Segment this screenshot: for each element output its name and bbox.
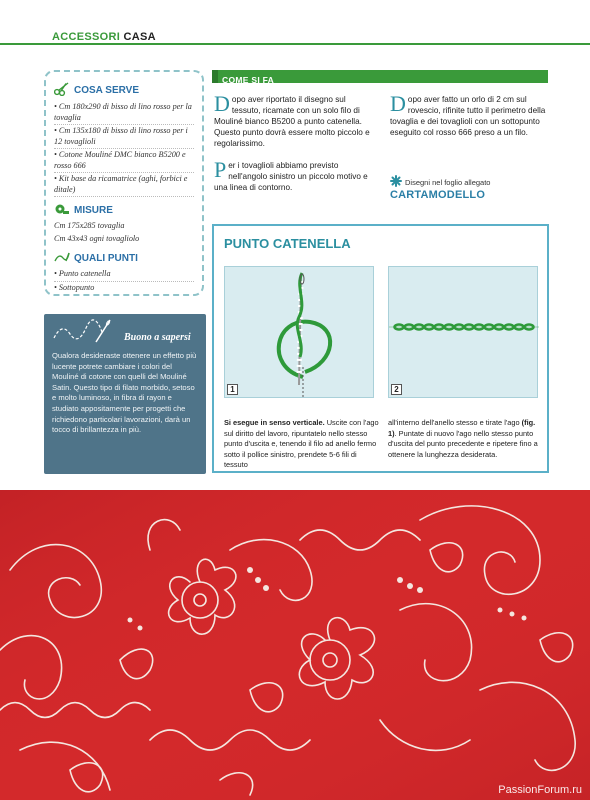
list-item: • Cm 180x290 di bisso di lino rosso per la tovaglia xyxy=(54,101,194,125)
embroidered-tablecloth-photo xyxy=(0,490,590,800)
quali-punti-list xyxy=(54,268,194,294)
figure-2 xyxy=(388,266,538,398)
misure-title: MISURE xyxy=(74,205,113,216)
dropcap: D xyxy=(214,91,230,116)
list-item: • Cotone Mouliné DMC bianco B5200 e rosso 666 xyxy=(54,149,194,173)
figure-number: 2 xyxy=(391,384,402,395)
cosa-serve-header xyxy=(54,82,194,99)
materials-box xyxy=(44,70,204,296)
embroidery-pattern xyxy=(0,490,590,800)
header-divider xyxy=(0,43,590,45)
asterisk-flower-icon xyxy=(390,175,402,189)
watermark: PassionForum.ru xyxy=(498,784,582,796)
chain-stitch-line-illustration xyxy=(389,267,539,399)
misure-header xyxy=(54,203,194,218)
list-item: • Sottopunto xyxy=(54,282,95,292)
figure-1 xyxy=(224,266,374,398)
figure-2-caption: all'interno dell'anello stesso e tirate l'ago (fig. 1). Puntate di nuovo l'ago nello stesso punto d'uscita del punto precedente e ripetere fino a ottenere la lunghezza desiderata. xyxy=(388,418,538,459)
needle-thread-icon xyxy=(52,318,112,349)
figure-number: 1 xyxy=(227,384,238,395)
quali-punti-header xyxy=(54,251,194,266)
needle-thread-icon xyxy=(54,251,70,266)
instruction-paragraph: D opo aver fatto un orlo di 2 cm sul rovescio, rifinite tutto il perimetro della tovaglia e dei tovaglioli con un sottopunto eseguito col rosso 666 preso a un filo. xyxy=(390,91,546,137)
tape-measure-icon xyxy=(54,203,70,218)
chain-stitch-loop-illustration xyxy=(225,267,375,399)
list-item: Cm 175x285 tovaglia xyxy=(54,221,125,230)
section-label xyxy=(52,31,156,43)
misure-list xyxy=(54,220,194,245)
cartamodello-title: CARTAMODELLO xyxy=(390,189,486,201)
tip-box xyxy=(44,314,206,474)
punto-catenella-box xyxy=(212,224,549,473)
figure-1-caption: Si esegue in senso verticale. Uscite con l'ago sul diritto del lavoro, ripuntatelo nello stesso punto d'uscita e, tenendo il filo ad anello fermo sotto il pollice sinistro, prendete 5-6 fili di tessuto xyxy=(224,418,379,469)
tip-text: Qualora desideraste ottenere un effetto più lucente potrete cambiare i colori del Mouliné di cotone con quelli del Mouliné Satin. Questo tipo di filato morbido, setoso e molto luminoso, in fibra di rayon e studiato appositamente per progetti che richiedono particolari lavorazioni, darà un tocco di brillantezza in più. xyxy=(52,351,197,435)
list-item: • Cm 135x180 di bisso di lino rosso per i 12 tovaglioli xyxy=(54,125,194,149)
cosa-serve-title: COSA SERVE xyxy=(74,85,140,96)
list-item: Cm 43x43 ogni tovagliolo xyxy=(54,233,140,243)
dropcap: P xyxy=(214,157,227,182)
section-label-casa: CASA xyxy=(123,31,156,43)
cartamodello-note xyxy=(390,175,490,201)
quali-punti-title: QUALI PUNTI xyxy=(74,253,138,264)
list-item: • Kit base da ricamatrice (aghi, forbici e ditale) xyxy=(54,173,194,197)
instructions-column-2 xyxy=(390,91,550,149)
instruction-paragraph: P er i tovaglioli abbiamo previsto nell'angolo sinistro un piccolo motivo e una linea di contorno. xyxy=(214,157,368,192)
come-si-fa-header xyxy=(212,70,548,83)
instruction-paragraph: D opo aver riportato il disegno sul tessuto, ricamate con un solo filo di Mouliné bianco B5200 a punto catenella. Questo punto dovrà essere molto piccolo e regolarissimo. xyxy=(214,91,370,148)
cartamodello-small: Disegni nel foglio allegato xyxy=(405,177,491,187)
scissors-icon xyxy=(54,82,70,99)
dropcap: D xyxy=(390,91,406,116)
cosa-serve-list xyxy=(54,101,194,197)
section-label-accessori: ACCESSORI xyxy=(52,31,121,43)
punto-catenella-title: PUNTO CATENELLA xyxy=(224,236,351,251)
come-si-fa-title: COME SI FA xyxy=(222,75,275,85)
instructions-column-1 xyxy=(214,91,374,204)
tip-title: Buono a sapersi xyxy=(124,332,191,343)
page-header xyxy=(0,0,590,48)
list-item: • Punto catenella xyxy=(54,268,194,282)
